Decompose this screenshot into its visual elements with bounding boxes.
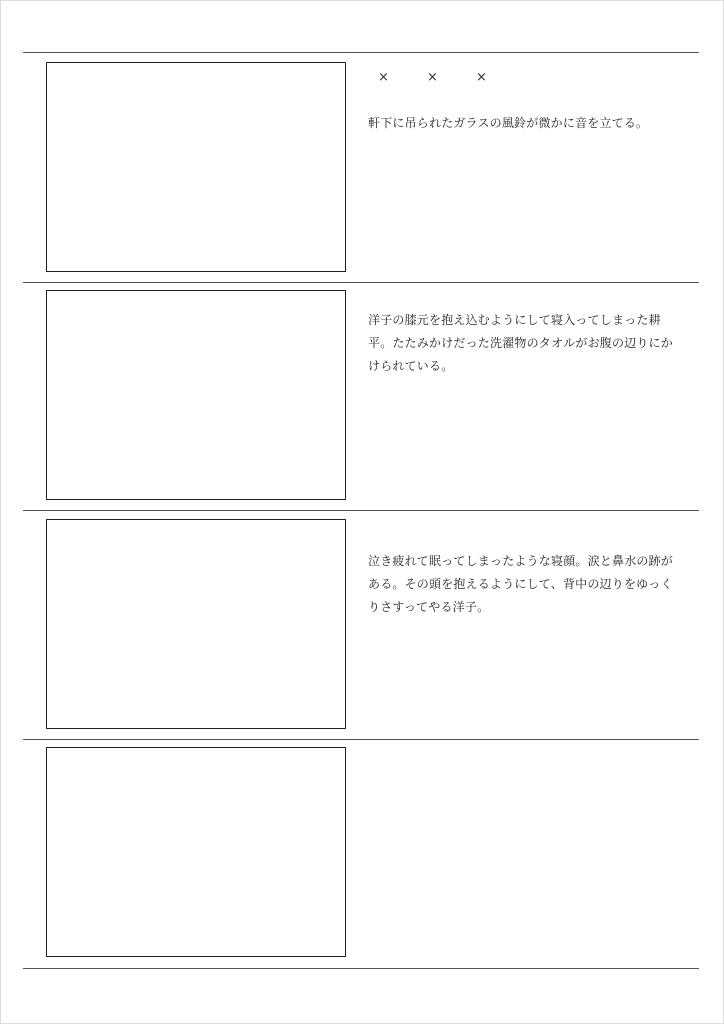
row-divider (23, 968, 699, 969)
scene-description-2: 洋子の膝元を抱え込むようにして寝入ってしまった耕平。たたみかけだった洗濯物のタオルがお腹の辺りにかけられている。 (368, 313, 674, 373)
storyboard-frame-1 (46, 62, 346, 272)
scene-marks (378, 70, 525, 85)
row-divider (23, 739, 699, 740)
storyboard-frame-3 (46, 519, 346, 729)
cross-mark: × (427, 70, 438, 85)
scene-description-3: 泣き疲れて眠ってしまったような寝顔。涙と鼻水の跡がある。その頭を抱えるようにして、背中の辺りをゆっくりさすってやる洋子。 (368, 554, 674, 614)
storyboard-frame-4 (46, 747, 346, 957)
row-divider (23, 510, 699, 511)
cross-mark: × (476, 70, 487, 85)
scene-description-1: 軒下に吊られたガラスの風鈴が微かに音を立てる。 (368, 116, 649, 130)
row-divider (23, 52, 699, 53)
cross-mark: × (378, 70, 389, 85)
row-divider (23, 282, 699, 283)
storyboard-frame-2 (46, 290, 346, 500)
